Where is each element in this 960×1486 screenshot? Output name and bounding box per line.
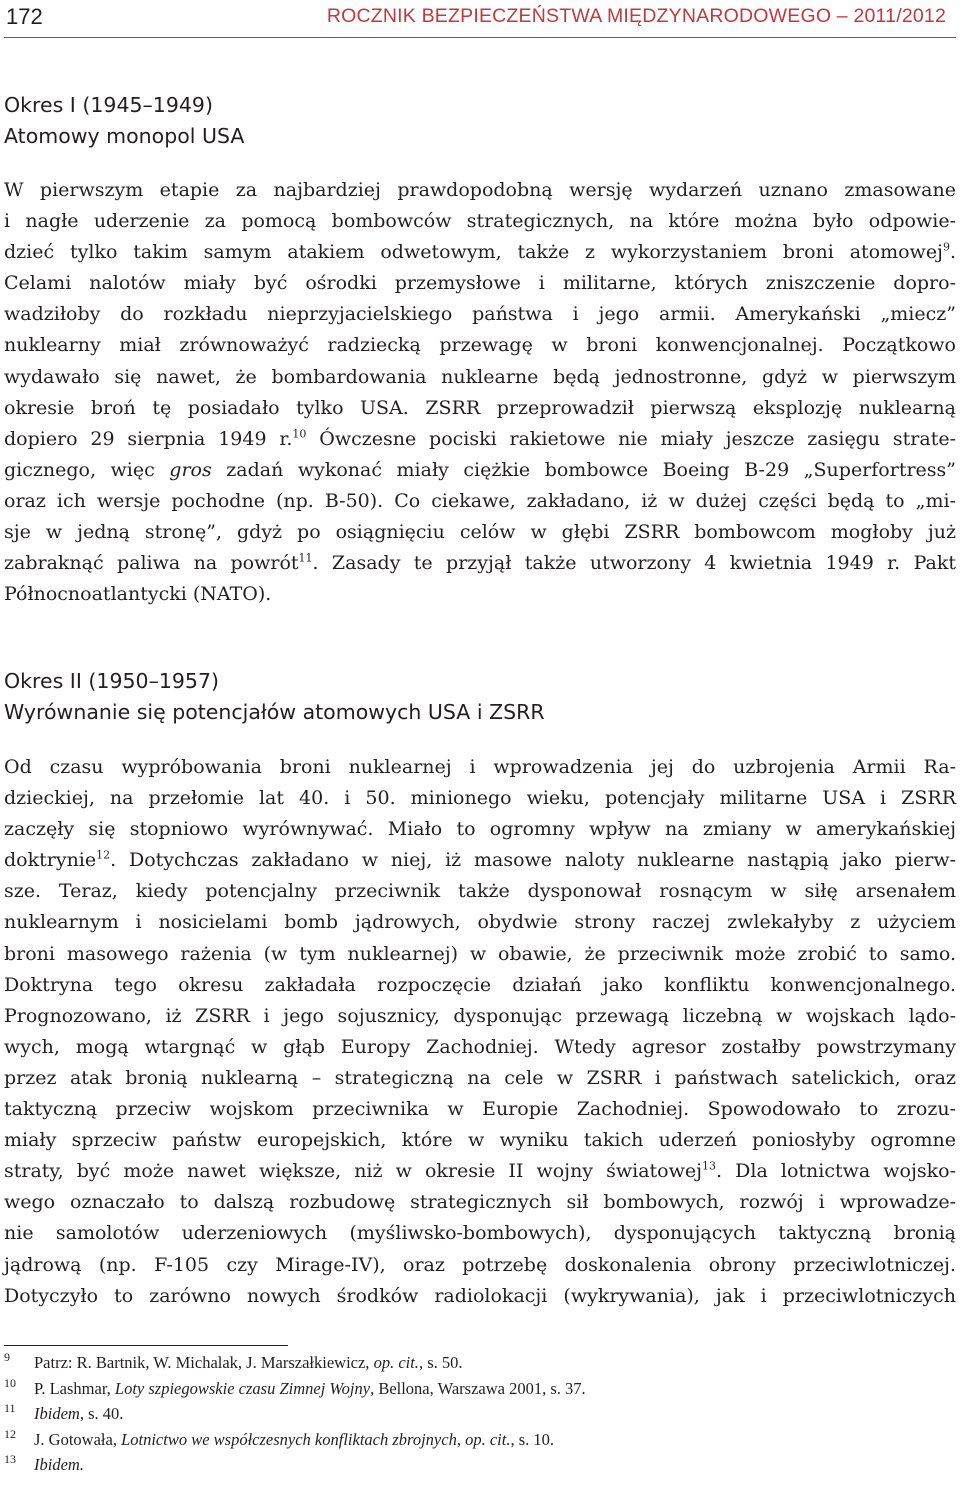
- footnote-text: J. Gotowała, Lotnictwo we współczesnych konfliktach zbrojnych, op. cit., s. 10.: [34, 1429, 555, 1449]
- footnote-ref: 12: [96, 848, 111, 862]
- text-line: Północnoatlantycki (NATO).: [4, 583, 272, 606]
- paragraph-2: [4, 752, 956, 1312]
- footnote-text: Patrz: R. Bartnik, W. Michalak, J. Marszałkiewicz, op. cit., s. 50.: [34, 1353, 463, 1372]
- section-heading-1: [4, 90, 244, 152]
- text-line: dzieć tylko takim samym atakiem odwetowym, także z wykorzystaniem broni atomowej$^9$.: [4, 240, 956, 264]
- text-line: sze. Teraz, kiedy potencjalny przeciwnik także dysponował rosnącym w siłę arsenałem: [4, 880, 956, 903]
- text-line: Prognozowano, iż ZSRR i jego sojusznicy, dysponując przewagą liczebną w wojskach lądo-: [4, 1004, 956, 1027]
- text-line: nuklearnym i nosicielami bomb jądrowych, obydwie strony raczej zwlekałyby z użyciem: [4, 911, 956, 934]
- text-line: okresie broń tę posiadało tylko USA. ZSRR przeprowadził pierwszą eksplozję nuklearną: [4, 396, 956, 419]
- text-line: oraz ich wersje pochodne (np. B-50). Co ciekawe, zakładano, iż w dużej części będą to „mi-: [4, 489, 956, 512]
- footnote-number: 9: [4, 1350, 10, 1364]
- footnote-ref: 9: [942, 240, 950, 254]
- footnote: [4, 1401, 956, 1430]
- text-line: taktyczną przeciw wojskom przeciwnika w Europie Zachodniej. Spowodowało to zrozu-: [4, 1098, 956, 1121]
- footnote-text: P. Lashmar, Loty szpiegowskie czasu Zimnej Wojny, Bellona, Warszawa 2001, s. 37.: [34, 1378, 586, 1398]
- text-line: doktrynie$^{12}$. Dotychczas zakładano w niej, iż masowe naloty nuklearne nastąpią jako pierw-: [4, 848, 956, 872]
- footnote: [4, 1350, 956, 1379]
- text-line: wego oznaczało to dalszą rozbudowę strategicznych sił bombowych, rozwój i wprowadze-: [4, 1191, 956, 1214]
- footnote-number: 10: [4, 1375, 16, 1390]
- section-period: Okres II (1950–1957): [4, 669, 219, 693]
- footnote-text: Ibidem.: [34, 1455, 84, 1474]
- footnote-number: 11: [4, 1401, 16, 1415]
- text-line: Doktryna tego okresu zakładała rozpoczęcie działań jako konfliktu konwencjonalnego.: [4, 973, 956, 996]
- text-line: nuklearny miał zrównoważyć radziecką przewagę w broni konwencjonalnej. Początkowo: [4, 334, 956, 357]
- text-line: miały sprzeciw państw europejskich, które w wyniku takich uderzeń poniosłyby ogromne: [4, 1129, 956, 1152]
- text-line: zaczęły się stopniowo wyrównywać. Miało to ogromny wpływ na zmiany w amerykańskiej: [4, 818, 956, 841]
- text-line: Celami nalotów miały być ośrodki przemysłowe i militarne, których zniszczenie dopro-: [4, 272, 956, 295]
- text-line: Od czasu wypróbowania broni nuklearnej i wprowadzenia jej do uzbrojenia Armii Ra-: [4, 756, 956, 778]
- footnote: [4, 1426, 956, 1456]
- text-line: straty, być może nawet większe, niż w okresie II wojny światowej$^{13}$. Dla lotnictwa wojsko-: [4, 1159, 957, 1183]
- running-title: ROCZNIK BEZPIECZEŃSTWA MIĘDZYNARODOWEGO – 2011/2012: [326, 5, 946, 27]
- text-line: wych, mogą wtargnąć w głąb Europy Zachodniej. Wtedy agresor zostałby powstrzymany: [4, 1035, 956, 1058]
- text-line: Dotyczyło to zarówno nowych środków radiolokacji (wykrywania), jak i przeciwlotniczych: [4, 1284, 956, 1307]
- section-heading-2: [4, 666, 545, 728]
- footnote-number: 12: [4, 1426, 16, 1441]
- text-line: gicznego, więc gros zadań wykonać miały ciężkie bombowce Boeing B-29 „Superfortress”: [4, 458, 956, 481]
- footnote-ref: 10: [292, 427, 307, 441]
- footnote-text: Ibidem, s. 40.: [34, 1404, 124, 1423]
- footnote-number: 13: [4, 1452, 16, 1466]
- text-line: dopiero 29 sierpnia 1949 r.$^{10}$ Ówczesne pociski rakietowe nie miały jeszcze zasięgu strate-: [4, 427, 956, 450]
- text-line: nie samolotów uderzeniowych (myśliwsko-bombowych), dysponujących taktyczną bronią: [4, 1222, 956, 1245]
- text-line: sje w jedną stronę”, gdyż po osiągnięciu celów w głębi ZSRR bombowcom mogłoby już: [4, 521, 956, 544]
- text-line: W pierwszym etapie za najbardziej prawdopodobną wersję wydarzeń uznano zmasowane: [4, 179, 956, 201]
- page-number: 172: [6, 4, 43, 29]
- footnote-separator: [4, 1345, 288, 1346]
- text-line: jądrową (np. F-105 czy Mirage-IV), oraz potrzebę doskonalenia obrony przeciwlotniczej.: [4, 1253, 956, 1276]
- text-line: zabraknąć paliwa na powrót$^{11}$. Zasady te przyjął także utworzony 4 kwietnia 1949 r. Pakt: [4, 551, 956, 575]
- text-line: dzieckiej, na przełomie lat 40. i 50. minionego wieku, potencjały militarne USA i ZSRR: [4, 787, 956, 810]
- footnote-ref: 11: [298, 551, 313, 565]
- section-period: Okres I (1945–1949): [4, 93, 213, 117]
- footnote-ref: 13: [702, 1159, 717, 1173]
- section-title: Wyrównanie się potencjałów atomowych USA i ZSRR: [4, 700, 545, 724]
- footnotes: [4, 1350, 956, 1481]
- text-line: broni masowego rażenia (w tym nuklearnej) w obawie, że przeciwnik może zrobić to samo.: [4, 942, 956, 965]
- page-header: [0, 0, 960, 34]
- header-rule: [4, 37, 956, 38]
- footnote: [4, 1452, 956, 1481]
- text-line: wydawało się nawet, że bombardowania nuklearne będą jednostronne, gdyż w pierwszym: [4, 365, 956, 388]
- text-line: i nagłe uderzenie za pomocą bombowców strategicznych, na które można było odpowie-: [4, 210, 956, 233]
- footnote: [4, 1375, 956, 1405]
- text-line: wadziłoby do rozkładu nieprzyjacielskiego państwa i jego armii. Amerykański „miecz”: [4, 303, 956, 326]
- paragraph-1: [4, 175, 956, 610]
- text-line: przez atak bronią nuklearną – strategiczną na cele w ZSRR i państwach satelickich, oraz: [4, 1066, 956, 1089]
- section-title: Atomowy monopol USA: [4, 124, 245, 148]
